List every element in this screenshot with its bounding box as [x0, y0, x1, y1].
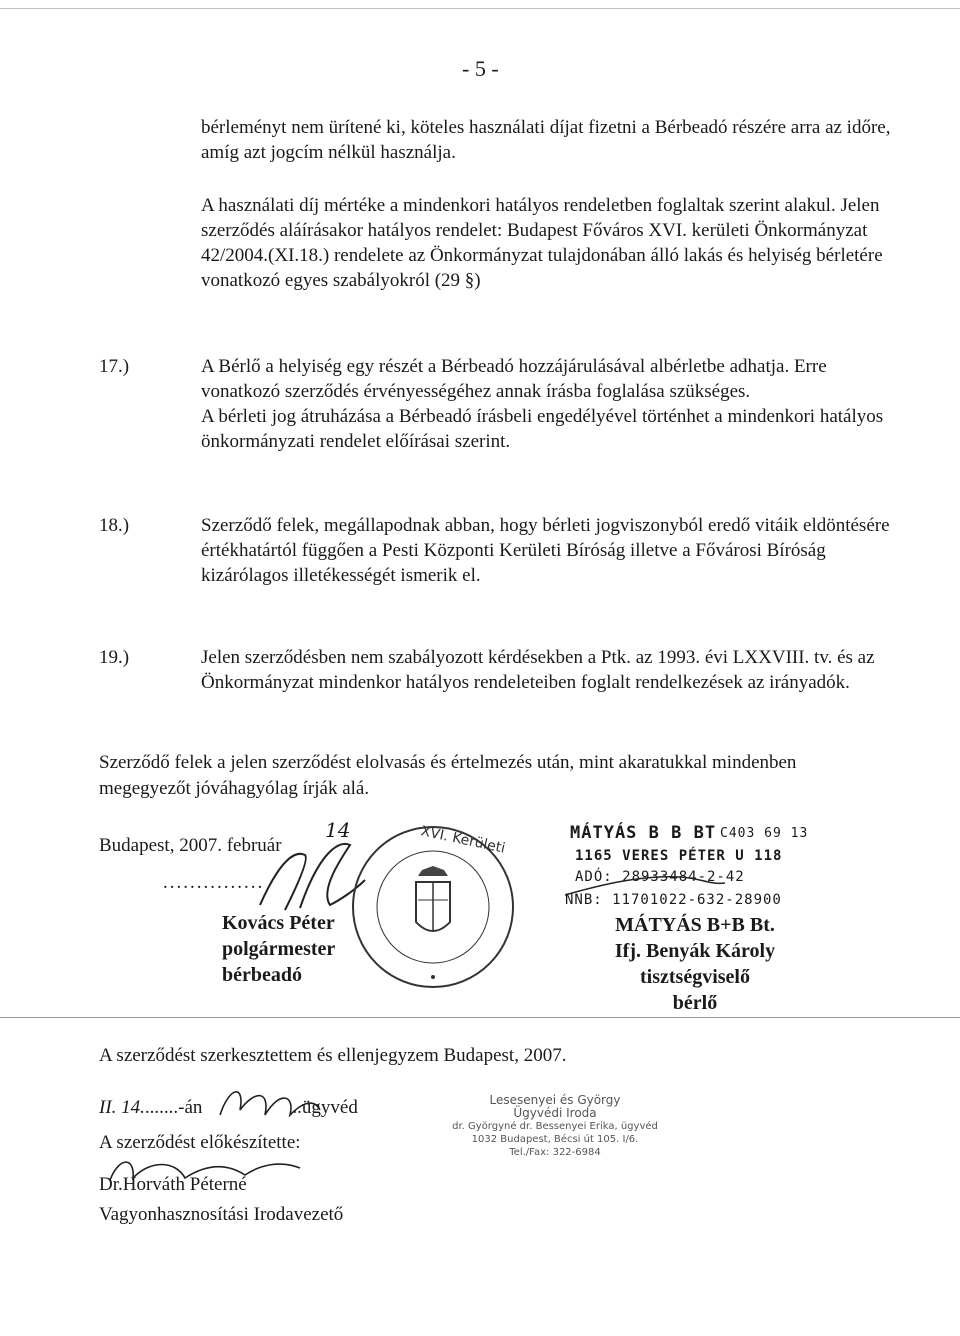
lawyer-suffix: ..ügyvéd	[292, 1097, 358, 1118]
intro-paragraph	[201, 115, 891, 165]
company-stamp-line3: ADÓ: 28933484-2-42	[575, 869, 745, 885]
tenant-role: bérlő	[672, 992, 718, 1014]
preparer-name: Dr.Horváth Péterné	[99, 1174, 247, 1195]
scan-edge-top	[0, 8, 960, 9]
date-line: Budapest, 2007. február	[99, 835, 282, 856]
tenant-block	[595, 912, 795, 1016]
clause-17-number: 17.)	[99, 356, 130, 377]
clause-17-text-a: A Bérlő a helyiség egy részét a Bérbeadó hozzájárulásával albérletbe adhatja. Erre vonatkozó szerződés érvényességéhez annak írásba foglalása szükséges.	[201, 356, 827, 402]
clause-19-number: 19.)	[99, 647, 130, 668]
company-stamp-line1: MÁTYÁS B B BT	[570, 823, 717, 843]
fee-text: A használati díj mértéke a mindenkori hatályos rendeletben foglaltak szerint alakul. Jelen szerződés aláírásakor hatályos rendelet: Budapest Főváros XVI. kerületi Önkormányzat 42/2004.(XI.18.) rendelete az Önkormányzat tulajdonában álló lakás és helyiség bérletére vonatkozó egyes szabályokról (29 §)	[201, 195, 883, 291]
landlord-title: polgármester	[222, 938, 336, 960]
lawyer-stamp-line4: 1032 Budapest, Bécsi út 105. I/6.	[471, 1134, 639, 1145]
intro-text: bérleményt nem ürítené ki, köteles használati díjat fizetni a Bérbeadó részére arra az időre, amíg azt jogcím nélkül használja.	[201, 117, 891, 163]
fee-paragraph	[201, 193, 891, 293]
clause-18-number: 18.)	[99, 515, 130, 536]
lawyer-stamp-line2: Ügyvédi Iroda	[513, 1106, 597, 1120]
lawyer-signature-scribble	[215, 1080, 325, 1130]
lawyer-stamp-line3: dr. Györgyné dr. Bessenyei Erika, ügyvéd	[452, 1121, 658, 1132]
company-stamp-code: C403 69 13	[720, 826, 809, 841]
drafted-line: A szerződést szerkesztettem és ellenjegyzem Budapest, 2007.	[99, 1045, 567, 1066]
tenant-title: tisztségviselő	[640, 966, 750, 988]
lawyer-date-dots: .......-án	[144, 1097, 203, 1118]
page-number: - 5 -	[462, 56, 499, 81]
lawyer-stamp-line1: Lesesenyei és György	[489, 1093, 621, 1107]
clause-17-text-b: A bérleti jog átruházása a Bérbeadó írásbeli engedélyével történhet a mindenkori hatályos önkormányzati rendelet előírásai szerint.	[201, 406, 884, 452]
closing-statement: Szerződő felek a jelen szerződést elolvasás és értelmezés után, mint akaratukkal mindenben megegyezőt jóváhagyólag írják alá.	[99, 752, 797, 799]
landlord-signature-dots: ...............	[163, 872, 265, 893]
clause-18-text: Szerződő felek, megállapodnak abban, hogy bérleti jogviszonyból eredő vitáik eldöntésére értékhatártól függően a Pesti Központi Kerületi Bíróság illetve a Fővárosi Bíróság kizárólagos illetékességét ismerik el.	[201, 515, 890, 586]
company-name: MÁTYÁS B+B Bt.	[615, 914, 775, 936]
lawyer-stamp-line5: Tel./Fax: 322-6984	[509, 1147, 601, 1158]
clause-19-body	[201, 645, 891, 695]
scan-fold-line	[0, 1017, 960, 1018]
lawyer-stamp	[430, 1094, 680, 1159]
preparer-title: Vagyonhasznosítási Irodavezető	[99, 1204, 344, 1225]
prepared-label: A szerződést előkészítette:	[99, 1132, 301, 1153]
tenant-signature-scribble	[560, 855, 730, 905]
clause-18-body	[201, 513, 891, 588]
clause-17-body	[201, 354, 891, 454]
landlord-block	[222, 910, 335, 988]
seal-ring-fragment: XVI. Kerületi	[419, 823, 507, 857]
tenant-name: Ifj. Benyák Károly	[614, 940, 776, 962]
landlord-name: Kovács Péter	[222, 912, 335, 934]
handwritten-day: 14	[325, 818, 351, 842]
lawyer-date-handwritten: II. 14.	[99, 1097, 145, 1118]
clause-19-text: Jelen szerződésben nem szabályozott kérdésekben a Ptk. az 1993. évi LXXVIII. tv. és az Önkormányzat mindenkor hatályos rendeleteiben foglalt rendelkezések az irányadók.	[201, 647, 875, 693]
company-stamp-line4: NNB: 11701022-632-28900	[565, 892, 782, 908]
company-stamp-line2: 1165 VERES PÉTER U 118	[575, 848, 783, 864]
landlord-role: bérbeadó	[222, 964, 302, 986]
